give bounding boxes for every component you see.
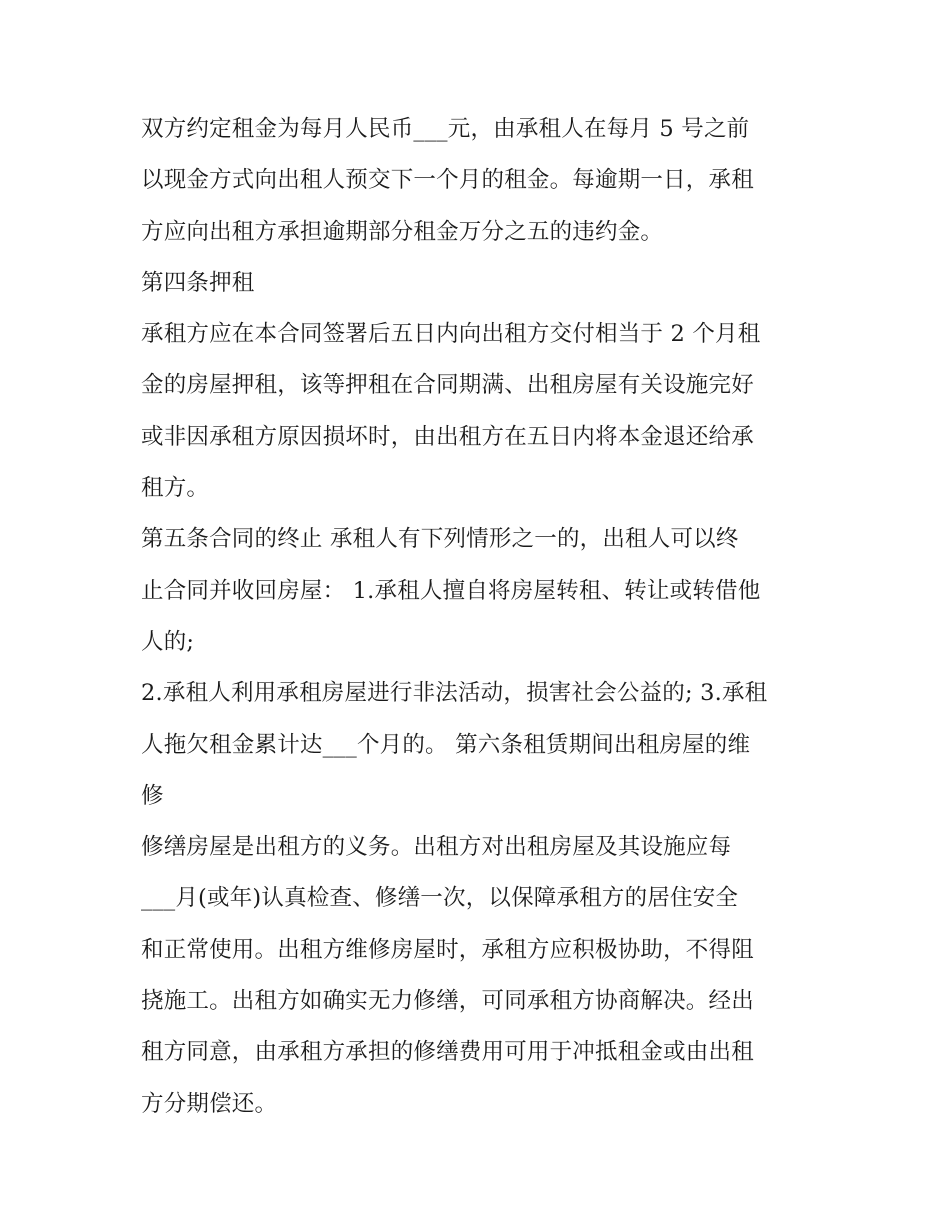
section-heading-article-5: 第五条合同的终止 承租人有下列情形之一的，出租人可以终 xyxy=(141,526,739,553)
text-line: 人的; xyxy=(141,628,195,655)
text-line: 或非因承租方原因损坏时，由出租方在五日内将本金退还给承 xyxy=(141,423,754,450)
text-line: 承租方应在本合同签署后五日内向出租方交付相当于 2 个月租 xyxy=(141,321,761,348)
document-body xyxy=(141,104,821,1130)
text-line: 双方约定租金为每月人民币___元，由承租人在每月 5 号之前 xyxy=(141,116,750,142)
text-line: 租方。 xyxy=(141,475,210,502)
text-line: ___月(或年)认真检查、修缮一次，以保障承租方的居住安全 xyxy=(141,885,739,912)
text-line: 租方同意，由承租方承担的修缮费用可用于冲抵租金或由出租 xyxy=(141,1039,754,1066)
text-line: 和正常使用。出租方维修房屋时，承租方应积极协助，不得阻 xyxy=(141,936,754,963)
text-line: 金的房屋押租，该等押租在合同期满、出租房屋有关设施完好 xyxy=(141,372,754,399)
text-line: 方应向出租方承担逾期部分租金万分之五的违约金。 xyxy=(141,218,664,245)
section-heading-article-4: 第四条押租 xyxy=(141,269,255,296)
text-line: 以现金方式向出租人预交下一个月的租金。每逾期一日，承租 xyxy=(141,167,754,194)
text-line: 2.承租人利用承租房屋进行非法活动，损害社会公益的; 3.承租 xyxy=(141,680,768,707)
text-line: 方分期偿还。 xyxy=(141,1090,278,1117)
text-line: 修 xyxy=(141,782,164,809)
text-line: 挠施工。出租方如确实无力修缮，可同承租方协商解决。经出 xyxy=(141,988,754,1015)
text-line: 人拖欠租金累计达___个月的。 第六条租赁期间出租房屋的维 xyxy=(141,731,751,758)
text-line: 修缮房屋是出租方的义务。出租方对出租房屋及其设施应每 xyxy=(141,834,732,861)
text-line: 止合同并收回房屋： 1.承租人擅自将房屋转租、转让或转借他 xyxy=(141,577,761,604)
